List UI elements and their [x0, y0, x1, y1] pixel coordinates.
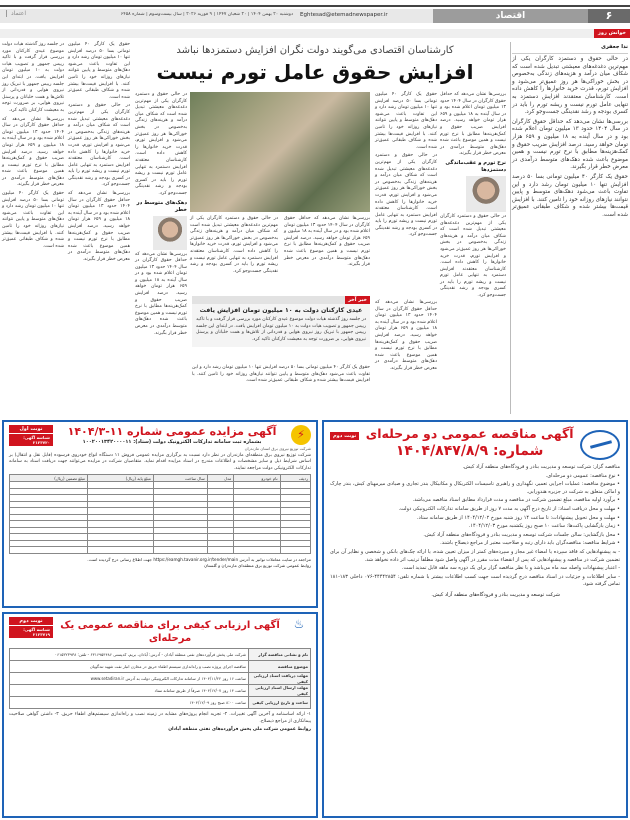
ad-org: شرکت توزیع نیروی برق استان مازندران: [244, 446, 311, 451]
ad-line: • مهلت و محل دریافت اسناد: از تاریخ درج آگهی به مدت ۷ روز از طریق سامانه تدارکات الکترونیکی دولت.: [398, 505, 620, 512]
subheading: دهک‌های متوسط در خطر: [136, 199, 187, 213]
ad-footer: مراجعه در سایت معاملات توانیر به آدرس https://eamgh.tavanir.org.ir/tender/main جهت اطلاع رسانی درج گردیده است.: [87, 556, 311, 562]
article-kicker: کارشناسان اقتصادی می‌گویند دولت نگران افزایش دستمزدها نباشد: [176, 45, 454, 56]
author-name: ندا جعفری: [512, 44, 628, 54]
ad-line: • محل بازگشایی: سالن جلسات شرکت توسعه و مدیریت بنادر و فرودگاه‌های منطقه آزاد کیش.: [423, 531, 620, 538]
table-row: [10, 547, 311, 554]
ad-line: • زمان بازگشایی پاکت‌ها: ساعت ۱۰ صبح روز یکشنبه مورخ ۱۴۰۴/۱۲/۰۳.: [468, 523, 620, 530]
right-column: [512, 42, 628, 221]
paragraph: بررسی‌ها نشان می‌دهد که حداقل حقوق کارگران در سال ۱۴۰۴ حدود ۱۳ میلیون تومان اعلام شده بود و در سال آینده به ۱۸ میلیون و ۶۵۹ هزار تومان خواهد رسید. درصد افزایش ضریب حقوق و کمک‌هزینه‌ها مطابق با نرخ تورم نیست و همین موضوع باعث شده دهک‌های متوسط درآمدی در معرض خطر قرار بگیرند.: [2, 116, 64, 188]
tender-ad-kish: [322, 420, 628, 818]
ad-intro: شرکت توزیع نیروی برق منطقه‌ای مازندران در نظر دارد نسبت به برگزاری مزایده عمومی فروش ۱۱ دستگاه انواع خودروی فرسوده (قابل نقل و انتقال) بر اساس شرایط ذیل و سایر مشخصات و اطلاعات مندرج در اسناد مزایده اقدام نماید. متقاضیان شرکت در مزایده می‌توانند جهت دریافت اسناد به سامانه تدارکات الکترونیکی دولت مراجعه نمایند.: [9, 452, 312, 471]
text-column: [440, 92, 506, 302]
table-header-cell: سال ساخت: [153, 475, 207, 482]
row-value: ساعت ۱۶ روز ۱۴۰۴/۱۱/۲۲ از سامانه تدارکات الکترونیکی دولت به آدرس www.setadiran.ir: [10, 673, 249, 685]
paragraph: در جلسه روز گذشته هیات دولت موضوع عیدی کارکنان مورد بررسی قرار گرفت و با تاکید رییس جمهور و تصویب هیات دولت به ۱۰ میلیون تومان افزایش یافت. در ابتدای این جلسه رییس جمهور با تبریک روز نیروی هوایی و قدردانی از تلاش‌ها و همت خلبانان و پرسنل نیروی هوایی، بر ضرورت توجه به معیشت کارکنان تاکید کرد.: [2, 42, 64, 113]
ad-footer: شرکت توسعه و مدیریت بنادر و فرودگاه‌های منطقه آزاد کیش.: [431, 591, 560, 598]
row-value: ساعت ۸:۰۰ صبح روز ۱۴۰۴/۱۲/۰۹: [10, 697, 249, 709]
ad-title: آگهی مزایده عمومی شماره ۱۱-۱۴۰۴/۳: [67, 425, 277, 438]
text-column: [284, 216, 370, 271]
paragraph: بررسی‌ها نشان می‌دهد که حداقل حقوق کارگران در سال ۱۴۰۴ حدود ۱۳ میلیون تومان اعلام شده بود و در سال آینده به ۱۸ میلیون و ۶۵۹ هزار تومان خواهد رسید. درصد افزایش ضریب حقوق و کمک‌هزینه‌ها مطابق با نرخ تورم نیست و همین موضوع باعث شده دهک‌های متوسط درآمدی در معرض خطر قرار بگیرند.: [440, 92, 506, 157]
text-column: [375, 92, 437, 241]
ad-footer: روابط عمومی شرکت ملی پخش فرآورده‌های نفتی منطقه آبادان: [168, 727, 311, 733]
text-column: [375, 300, 437, 375]
article-headline: افزایش حقوق عامل تورم نیست: [156, 60, 474, 84]
paragraph: در حالی حقوق و دستمزد کارگران یکی از مهم‌ترین دغدغه‌های معیشتی تبدیل شده است که شکاف میان درآمد و هزینه‌های زندگی به‌خصوص در بخش خوراکی‌ها هر روز عمیق‌تر می‌شود و افزایش تورم، قدرت خرید خانوارها را کاهش داده است. کارشناسان معتقدند افزایش دستمزد به تنهایی عامل تورم نیست و ریشه تورم را باید در کسری بودجه و رشد نقدینگی جست‌وجو کرد.: [135, 92, 187, 196]
paragraph: در حالی حقوق و دستمزد کارگران یکی از مهم‌ترین دغدغه‌های معیشتی تبدیل شده است که شکاف میان درآمد و هزینه‌های زندگی به‌خصوص در بخش خوراکی‌ها هر روز عمیق‌تر می‌شود و افزایش تورم، قدرت خرید خانوارها را کاهش داده است. کارشناسان معتقدند افزایش دستمزد به تنهایی عامل تورم نیست و ریشه تورم را باید در کسری بودجه و رشد نقدینگی جست‌وجو کرد.: [375, 153, 437, 238]
auction-table: [9, 474, 311, 554]
ad-line: • برآورد اولیه مناقصه، مبلغ تضمین شرکت در مناقصه و مدت قرارداد مطابق اسناد مناقصه می‌باشد.: [412, 497, 620, 504]
paragraph: حقوق یک کارگر ۴۰ میلیون تومانی بسا ۵۰ درصد افزایش تنها ۱۰ میلیون تومان رشد دارد و این تفاوت باعث می‌شود دهک‌های متوسط و پایین نتوانند نیازهای روزانه خود را تامین کنند. با افزایش قیمت‌ها بیشتر شده و شکاف طبقاتی عمیق‌تر شده است.: [512, 173, 628, 218]
paragraph: بررسی‌ها نشان می‌دهد که حداقل حقوق کارگران در سال ۱۴۰۴ حدود ۱۳ میلیون تومان اعلام شده بود و در سال آینده به ۱۸ میلیون و ۶۵۹ هزار تومان خواهد رسید. درصد افزایش ضریب حقوق و کمک‌هزینه‌ها مطابق با نرخ تورم نیست و همین موضوع باعث شده دهک‌های متوسط درآمدی در معرض خطر قرار بگیرند.: [284, 216, 371, 268]
table-header-cell: مبلغ پایه (ریال): [88, 475, 154, 482]
paragraph: بررسی‌ها نشان می‌دهد که حداقل حقوق کارگران در سال ۱۴۰۴ حدود ۱۳ میلیون تومان اعلام شده بود و در سال آینده به ۱۸ میلیون و ۶۵۹ هزار تومان خواهد رسید. درصد افزایش ضریب حقوق و کمک‌هزینه‌ها مطابق با نرخ تورم نیست و همین موضوع باعث شده دهک‌های متوسط درآمدی در معرض خطر قرار بگیرند.: [135, 251, 188, 336]
last-news-bar: [192, 296, 370, 304]
ad-code: شناسه آگهی: ۲۱۲۳۷۱۹: [9, 626, 53, 638]
ad-subtitle: بشماره ثبت سامانه تدارکات الکترونیک دولت (ستاد): ۱۰۰۲۰۰۱۳۴۲۰۰۰۰۱۱: [82, 439, 262, 445]
table-row: [10, 661, 311, 673]
left-column-a: [68, 42, 130, 266]
row-label: ساعت و تاریخ ارزیابی کیفی: [249, 697, 311, 709]
ad-line: مناقصه گزار: شرکت توسعه و مدیریت بنادر و فرودگاه‌های منطقه آزاد کیش.: [462, 464, 620, 470]
ad-body: [330, 464, 620, 589]
last-news-tag: خبر آخر: [345, 296, 370, 304]
last-news-box: [192, 296, 370, 347]
ad-line: - به پیشنهادهایی که فاقد سپرده یا امضاء غیر مجاز و سپرده‌های کمتر از میزان تعیین شده، یا ارائه چک‌های بانکی و شخصی و نظایر آن برای تضمین شرکت در مناقصه و پیشنهادهایی که پس از انقضاء مدت مقرر در آگهی واصل شود مطلقاً ترتیب اثر داده نخواهد شد.: [330, 548, 620, 563]
paragraph: بررسی‌ها نشان می‌دهد که حداقل حقوق کارگران در سال ۱۴۰۴ حدود ۱۳ میلیون تومان اعلام شده بود و در سال آینده به ۱۸ میلیون و ۶۵۹ هزار تومان خواهد رسید. درصد افزایش ضریب حقوق و کمک‌هزینه‌ها مطابق با نرخ تورم نیست و همین موضوع باعث شده دهک‌های متوسط درآمدی در معرض خطر قرار بگیرند.: [375, 300, 437, 371]
section-title: اقتصاد: [433, 9, 588, 23]
paragraph: حقوق یک کارگر ۴۰ میلیون تومانی بسا ۵۰ درصد افزایش تنها ۱۰ میلیون تومان رشد دارد و این تفاوت باعث می‌شود دهک‌های متوسط و پایین نتوانند نیازهای روزانه خود را تامین کنند. با افزایش قیمت‌ها بیشتر شده و شکاف طبقاتی عمیق‌تر شده است.: [192, 365, 370, 384]
row-value: شرکت ملی پخش فرآورده‌های نفتی منطقه آبادان - آدرس: آبادان، بریم، کدپستی ۶۳۱۶۹۵۴۴۸۶ - تلفن: ۰۶۱۵۳۲۳۹۳۸: [10, 649, 249, 661]
table-row: [10, 697, 311, 709]
paragraph: حقوق یک کارگر ۴۰ میلیون تومانی بسا ۵۰ درصد افزایش تنها ۱۰ میلیون تومان رشد دارد و این تفاوت باعث می‌شود دهک‌های متوسط و پایین نتوانند نیازهای روزانه خود را تامین کنند. با افزایش قیمت‌ها بیشتر شده و شکاف طبقاتی عمیق‌تر شده است.: [2, 191, 64, 249]
text-column: [190, 216, 278, 277]
table-row: [10, 685, 311, 697]
row-value: مناقصه اجرای پروژه نصب و راه‌اندازی سیستم اطفاء حریق در مخازن انبار نفت شهید تندگویان: [10, 661, 249, 673]
row-label: موضوع مناقصه: [249, 661, 311, 673]
paragraph: در حالی حقوق و دستمزد کارگران یکی از مهم‌ترین دغدغه‌های معیشتی تبدیل شده است که شکاف میان درآمد و هزینه‌های زندگی به‌خصوص در بخش خوراکی‌ها هر روز عمیق‌تر می‌شود و افزایش تورم، قدرت خرید خانوارها را کاهش داده است. کارشناسان معتقدند افزایش دستمزد به تنهایی عامل تورم نیست و ریشه تورم را باید در کسری بودجه و رشد نقدینگی جست‌وجو کرد.: [440, 213, 506, 299]
newspaper-logo: اعتماد: [6, 10, 26, 17]
text-column: [135, 92, 187, 339]
oil-company-logo-icon: ♨: [293, 617, 305, 631]
ad-line: • موضوع مناقصه: عملیات اجرایی تعمیر، نگهداری و راهبری تاسیسات الکتریکال و مکانیکال بندر تجاری و صیادی میرمهنای کیش، بندر چارک و اماکن متعلق به شرکت در جزیره هندورابی.: [330, 481, 620, 495]
ad-line: - اعتبار پیشنهادات واصله سه ماه می‌باشد و با نظر مناقصه گزار برای یک دوره سه ماهه قابل تمدید است.: [401, 565, 620, 572]
power-company-logo-icon: ⚡: [291, 425, 311, 445]
ad-badge: نوبت اول: [9, 425, 53, 433]
ad-signature: روابط عمومی شرکت توزیع برق منطقه‌ای مازندران و گلستان: [204, 562, 311, 568]
subheading: نرخ تورم و عقب‌ماندگی دستمزدها: [445, 159, 506, 173]
tender-table: [9, 648, 311, 709]
row-label: نام و نشانی مناقصه گزار: [249, 649, 311, 661]
paragraph: حقوق یک کارگر ۴۰ میلیون تومانی بسا ۵۰ درصد افزایش تنها ۱۰ میلیون تومان رشد دارد و این تفاوت باعث می‌شود دهک‌های متوسط و پایین نتوانند نیازهای روزانه خود را تامین کنند. با افزایش قیمت‌ها بیشتر شده و شکاف طبقاتی عمیق‌تر شده است.: [375, 92, 437, 150]
table-row: [10, 649, 311, 661]
paragraph: حقوق یک کارگر ۴۰ میلیون تومانی بسا ۵۰ درصد افزایش تنها ۱۰ میلیون تومان رشد دارد و این تفاوت باعث می‌شود دهک‌های متوسط و پایین نتوانند نیازهای روزانه خود را تامین کنند. با افزایش قیمت‌ها بیشتر شده و شکاف طبقاتی عمیق‌تر شده است.: [68, 42, 130, 100]
ad-line: - سایر اطلاعات و جزئیات در اسناد مناقصه درج گردیده است جهت کسب اطلاعات بیشتر با شماره تلفن: ۴۴۴۴۲۸۵۴-۰۷۶ داخلی ۱۸۳-۱۸۱ تماس گرفته شود.: [330, 573, 621, 588]
ad-line: • مهلت و محل تحویل پیشنهادات: تا ساعت ۱۴ روز شنبه مورخ ۱۴۰۴/۱۲/۰۲ از طریق سامانه ستاد.: [416, 514, 620, 521]
ad-number: شماره: ۱۴۰۴/۸۴۷/۸/۹: [395, 443, 544, 459]
table-header-cell: نام خودرو: [234, 475, 280, 482]
banknotes-photo: [190, 92, 370, 212]
portrait-photo: [153, 216, 187, 250]
issue-date: دوشنبه ۲۰ بهمن ۱۴۰۴ | ۲۰ شعبان ۱۴۴۷ | ۹ فوریه ۲۰۲۶ | سال بیست‌وسوم | شماره ۶۴۵۸: [120, 12, 293, 17]
text-block: [192, 365, 370, 387]
ad-badge: نوبت دوم: [9, 617, 53, 625]
ad-header: [330, 426, 620, 460]
column-tag-bar: [0, 29, 630, 38]
airplane-logo-icon: [580, 430, 620, 460]
row-value: ساعت ۱۴ روز ۱۴۰۴/۱۲/۰۷ صرفاً از طریق سامانه ستاد: [10, 685, 249, 697]
column-tag: خوانش روز: [594, 29, 630, 38]
last-news-text: در جلسه روز گذشته هیات دولت موضوع عیدی کارکنان مورد بررسی قرار گرفت و با تاکید رییس جمهور و تصویب هیات دولت به ۱۰ میلیون تومان افزایش یافت. در ابتدای این جلسه رییس جمهور با تبریک روز نیروی هوایی و قدردانی از تلاش‌ها و همت خلبانان و پرسنل نیروی هوایی، بر ضرورت توجه به معیشت کارکنان تاکید کرد.: [196, 317, 366, 342]
paragraph: در حالی حقوق و دستمزد کارگران یکی از مهم‌ترین دغدغه‌های معیشتی تبدیل شده است که شکاف میان درآمد و هزینه‌های زندگی به‌خصوص در بخش خوراکی‌ها هر روز عمیق‌تر می‌شود و افزایش تورم، قدرت خرید خانوارها را کاهش داده است. کارشناسان معتقدند افزایش دستمزد به تنهایی عامل تورم نیست و ریشه تورم را باید در کسری بودجه و رشد نقدینگی جست‌وجو کرد.: [512, 56, 628, 116]
paragraph: در حالی حقوق و دستمزد کارگران یکی از مهم‌ترین دغدغه‌های معیشتی تبدیل شده است که شکاف میان درآمد و هزینه‌های زندگی به‌خصوص در بخش خوراکی‌ها هر روز عمیق‌تر می‌شود و افزایش تورم، قدرت خرید خانوارها را کاهش داده است. کارشناسان معتقدند افزایش دستمزد به تنهایی عامل تورم نیست و ریشه تورم را باید در کسری بودجه و رشد نقدینگی جست‌وجو کرد.: [190, 216, 278, 274]
paragraph: بررسی‌ها نشان می‌دهد که حداقل حقوق کارگران در سال ۱۴۰۴ حدود ۱۳ میلیون تومان اعلام شده بود و در سال آینده به ۱۸ میلیون و ۶۵۹ هزار تومان خواهد رسید. درصد افزایش ضریب حقوق و کمک‌هزینه‌ها مطابق با نرخ تورم نیست و همین موضوع باعث شده دهک‌های متوسط درآمدی در معرض خطر قرار بگیرند.: [68, 191, 130, 262]
paragraph: بررسی‌ها نشان می‌دهد که حداقل حقوق کارگران در سال ۱۴۰۴ حدود ۱۳ میلیون تومان اعلام شده بود و در سال آینده به ۱۸ میلیون و ۶۵۹ هزار تومان خواهد رسید. درصد افزایش ضریب حقوق و کمک‌هزینه‌ها مطابق با نرخ تورم نیست و همین موضوع باعث شده دهک‌های متوسط درآمدی در معرض خطر قرار بگیرند.: [512, 118, 628, 171]
ad-line: • شرایط مناقصه: مناقصه‌گران باید دارای رتبه و صلاحیت معتبر از مراجع ذیصلاح باشند.: [440, 540, 620, 547]
left-column-b: [2, 42, 64, 252]
last-news-title: عیدی کارکنان دولت به ۱۰ میلیون تومان افزایش یافت: [199, 307, 363, 314]
top-rule: [0, 5, 630, 7]
row-label: مهلت دریافت اسناد ارزیابی کیفی: [249, 673, 311, 685]
paragraph: در حالی حقوق و دستمزد کارگران یکی از مهم‌ترین دغدغه‌های معیشتی تبدیل شده است که شکاف میان درآمد و هزینه‌های زندگی به‌خصوص در بخش خوراکی‌ها هر روز عمیق‌تر می‌شود و افزایش تورم، قدرت خرید خانوارها را کاهش داده است. کارشناسان معتقدند افزایش دستمزد به تنهایی عامل تورم نیست و ریشه تورم را باید در کسری بودجه و رشد نقدینگی جست‌وجو کرد.: [68, 103, 130, 188]
table-header-row: [10, 475, 311, 482]
table-header-cell: مبلغ تضمین (ریال): [10, 475, 88, 482]
ad-code: شناسه آگهی: ۲۱۲۳۷۲۰: [9, 434, 53, 446]
tender-ad-abadan: [2, 612, 318, 818]
ad-notes: ۱- ارائه اساسنامه و آخرین آگهی تغییرات. ۲- تجربه انجام پروژه‌های مشابه در زمینه نصب و راه‌اندازی سیستم‌های اطفاء حریق. ۳- داشتن گواهی صلاحیت پیمانکاری از مراجع ذیصلاح.: [9, 712, 311, 724]
table-header-cell: مدل: [207, 475, 233, 482]
row-label: مهلت ارسال اسناد ارزیابی کیفی: [249, 685, 311, 697]
ad-title: آگهی ارزیابی کیفی برای مناقصه عمومی یک مرحله‌ای: [60, 620, 280, 644]
table-row: [10, 673, 311, 685]
auction-ad-mazandaran: [2, 420, 318, 608]
section-email: Eghtesad@etemadnewspaper.ir: [300, 12, 388, 18]
ad-badge: نوبت دوم: [330, 432, 359, 440]
portrait-photo: [466, 176, 506, 212]
table-header-cell: ردیف: [280, 475, 310, 482]
ad-line: • نوع مناقصه: عمومی دو مرحله‌ای.: [545, 472, 620, 479]
ad-title: آگهی مناقصه عمومی دو مرحله‌ای: [365, 426, 574, 441]
page-number: ۶: [588, 9, 630, 23]
